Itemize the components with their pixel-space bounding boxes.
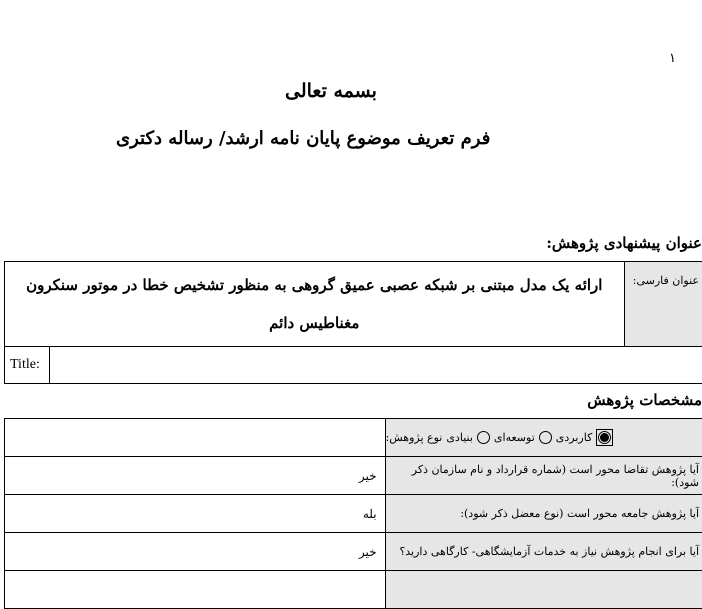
english-title-row xyxy=(5,347,702,384)
demand-driven-answer[interactable]: خیر xyxy=(5,457,386,495)
option-applied-radio-frame[interactable] xyxy=(596,429,613,446)
persian-title-label: عنوان فارسی: xyxy=(624,262,702,347)
research-type-label: نوع پژوهش: xyxy=(386,431,443,444)
option-basic-label: بنیادی xyxy=(446,431,473,444)
next-row-answer xyxy=(5,571,386,609)
proposed-title-heading: عنوان پیشنهادی پژوهش: xyxy=(546,234,702,252)
page-number: ۱ xyxy=(669,50,676,66)
basmala-text: بسمه تعالی xyxy=(285,80,377,102)
option-applied-radio[interactable] xyxy=(598,431,611,444)
research-type-answer xyxy=(5,419,386,457)
form-title-text: فرم تعریف موضوع پایان نامه ارشد/ رساله دکتری xyxy=(116,128,490,149)
lab-services-question: آیا برای انجام پژوهش نیاز به خدمات آزمایشگاهی- کارگاهی دارید؟ xyxy=(385,533,702,571)
community-driven-question: آیا پژوهش جامعه محور است (نوع معضل ذکر شود): xyxy=(385,495,702,533)
community-driven-answer[interactable]: بله xyxy=(5,495,386,533)
option-applied-label: کاربردی xyxy=(556,431,593,444)
lab-services-answer[interactable]: خیر xyxy=(5,533,386,571)
option-developmental-label: توسعه‌ای xyxy=(494,431,535,444)
research-type-options xyxy=(386,429,699,446)
demand-driven-question: آیا پژوهش تقاضا محور است (شماره قرارداد و نام سازمان ذکر شود): xyxy=(385,457,702,495)
option-basic-radio[interactable] xyxy=(477,431,490,444)
next-row-question xyxy=(385,571,702,609)
title-table xyxy=(4,261,702,384)
persian-title-value[interactable]: ارائه یک مدل مبتنی بر شبکه عصبی عمیق گروهی به منظور تشخیص خطا در موتور سنکرون مغناطیس دائم xyxy=(5,262,625,347)
english-title-label: Title: xyxy=(5,347,50,383)
specs-heading: مشخصات پژوهش xyxy=(587,391,702,409)
research-type-cell xyxy=(385,419,702,457)
english-title-value[interactable] xyxy=(50,347,702,383)
option-developmental-radio[interactable] xyxy=(539,431,552,444)
specs-table xyxy=(4,418,702,609)
